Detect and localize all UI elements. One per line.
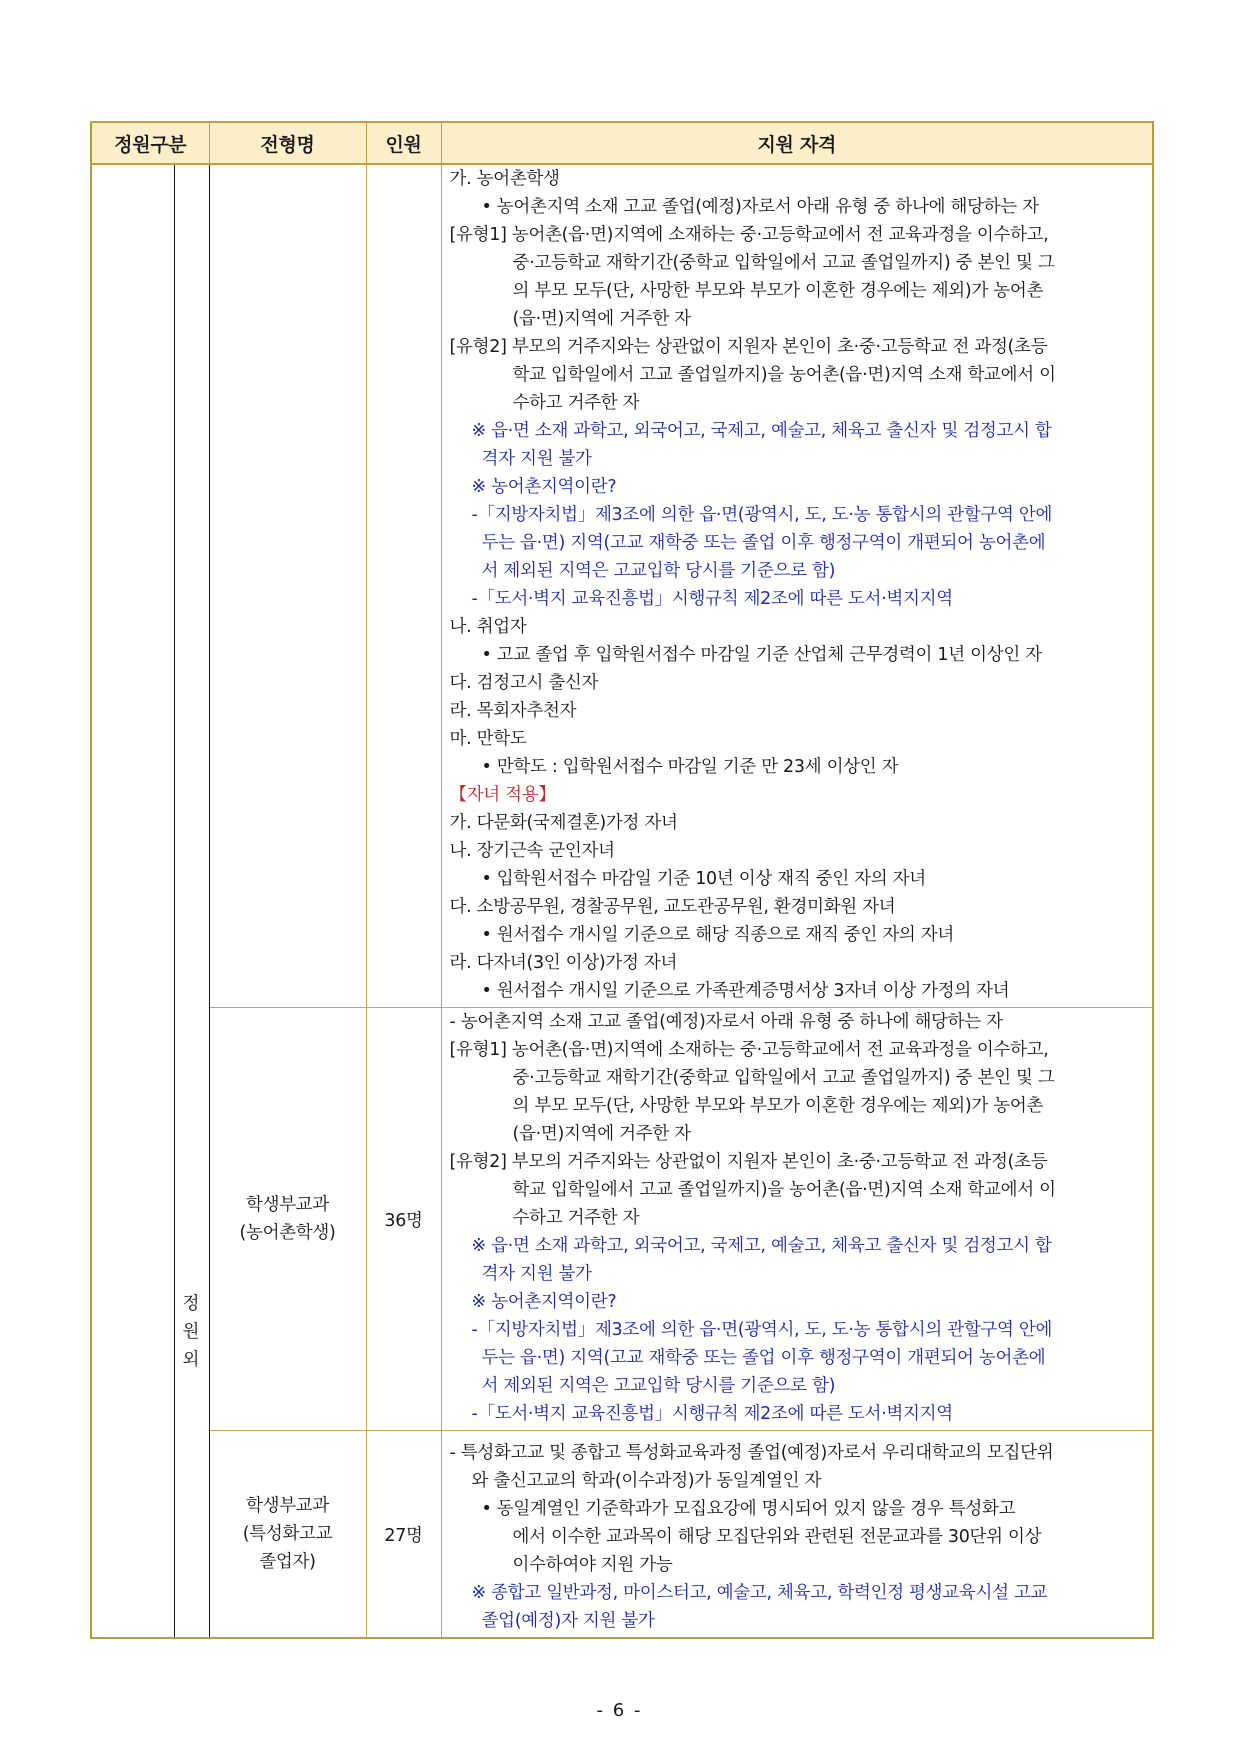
eligibility-line: 와 출신고교의 학과(이수과정)가 동일계열인 자 bbox=[471, 1471, 822, 1491]
table-row bbox=[91, 164, 1153, 1008]
eligibility-line: -「도서·벽지 교육진흥법」시행규칙 제2조에 따른 도서·벽지지역 bbox=[471, 589, 953, 609]
eligibility-line: 마. 만학도 bbox=[449, 729, 527, 749]
eligibility-line: 라. 목회자추천자 bbox=[449, 701, 577, 721]
admission-name-line: (농어촌학생) bbox=[239, 1223, 336, 1243]
eligibility-line: 라. 다자녀(3인 이상)가정 자녀 bbox=[449, 953, 678, 973]
admission-name-cell bbox=[209, 1008, 366, 1431]
eligibility-line: • 동일계열인 기준학과가 모집요강에 명시되어 있지 않을 경우 특성화고 bbox=[481, 1499, 1016, 1519]
table-header-row bbox=[91, 122, 1153, 164]
count-cell: 36명 bbox=[366, 1008, 441, 1431]
quota-label-vertical bbox=[173, 1290, 209, 1374]
admission-name-cell bbox=[209, 1431, 366, 1639]
eligibility-line: 의 부모 모두(단, 사망한 부모와 부모가 이혼한 경우에는 제외)가 농어촌 bbox=[512, 1096, 1044, 1116]
header-admission-type: 전형명 bbox=[209, 122, 366, 164]
eligibility-line: 서 제외된 지역은 고교입학 당시를 기준으로 함) bbox=[481, 1376, 836, 1396]
eligibility-line: [유형2] 부모의 거주지와는 상관없이 지원자 본인이 초·중·고등학교 전 과정(초등 bbox=[449, 1152, 1048, 1172]
admission-name-line: 학생부교과 bbox=[245, 1496, 330, 1516]
eligibility-line: • 입학원서접수 마감일 기준 10년 이상 재직 중인 자의 자녀 bbox=[481, 869, 926, 889]
eligibility-line: ※ 읍·면 소재 과학고, 외국어고, 국제고, 예술고, 체육고 출신자 및 검정고시 합 bbox=[471, 1236, 1052, 1256]
table-row bbox=[91, 1431, 1153, 1639]
eligibility-line: 다. 소방공무원, 경찰공무원, 교도관공무원, 환경미화원 자녀 bbox=[449, 897, 896, 917]
eligibility-line: • 고교 졸업 후 입학원서접수 마감일 기준 산업체 근무경력이 1년 이상인 자 bbox=[481, 645, 1042, 665]
eligibility-line: ※ 읍·면 소재 과학고, 외국어고, 국제고, 예술고, 체육고 출신자 및 검정고시 합 bbox=[471, 421, 1052, 441]
eligibility-line: 의 부모 모두(단, 사망한 부모와 부모가 이혼한 경우에는 제외)가 농어촌 bbox=[512, 281, 1044, 301]
count-cell: 27명 bbox=[366, 1431, 441, 1639]
table-row bbox=[91, 1008, 1153, 1431]
quota-label-char: 정 bbox=[182, 1294, 200, 1314]
eligibility-line: 이수하여야 지원 가능 bbox=[512, 1555, 673, 1575]
eligibility-line: - 특성화고교 및 종합고 특성화교육과정 졸업(예정)자로서 우리대학교의 모집단위 bbox=[449, 1443, 1054, 1463]
admission-name-line: 학생부교과 bbox=[245, 1195, 330, 1215]
page-number: - 6 - bbox=[596, 1700, 643, 1721]
eligibility-line: 나. 취업자 bbox=[449, 617, 527, 637]
eligibility-line: 서 제외된 지역은 고교입학 당시를 기준으로 함) bbox=[481, 561, 836, 581]
eligibility-line: 학교 입학일에서 고교 졸업일까지)을 농어촌(읍·면)지역 소재 학교에서 이 bbox=[512, 1180, 1056, 1200]
header-eligibility: 지원 자격 bbox=[441, 122, 1153, 164]
eligibility-line: 에서 이수한 교과목이 해당 모집단위와 관련된 전문교과를 30단위 이상 bbox=[512, 1527, 1042, 1547]
eligibility-line: 두는 읍·면) 지역(고교 재학중 또는 졸업 이후 행정구역이 개편되어 농어촌에 bbox=[481, 533, 1046, 553]
eligibility-line: (읍·면)지역에 거주한 자 bbox=[512, 309, 691, 329]
eligibility-line: ※ 농어촌지역이란? bbox=[471, 1292, 617, 1312]
quota-label-char: 외 bbox=[182, 1350, 200, 1370]
eligibility-line: 격자 지원 불가 bbox=[481, 1264, 592, 1284]
quota-label-char: 원 bbox=[182, 1322, 200, 1342]
count-cell bbox=[366, 164, 441, 1008]
header-quota-type: 정원구분 bbox=[91, 122, 209, 164]
eligibility-line: [유형1] 농어촌(읍·면)지역에 소재하는 중·고등학교에서 전 교육과정을 이수하고, bbox=[449, 1040, 1049, 1060]
eligibility-cell bbox=[441, 1431, 1153, 1639]
eligibility-line: ※ 농어촌지역이란? bbox=[471, 477, 617, 497]
eligibility-line: -「지방자치법」제3조에 의한 읍·면(광역시, 도, 도·농 통합시의 관할구역 안에 bbox=[471, 505, 1053, 525]
eligibility-line: • 농어촌지역 소재 고교 졸업(예정)자로서 아래 유형 중 하나에 해당하는 자 bbox=[481, 197, 1039, 217]
eligibility-line: 다. 검정고시 출신자 bbox=[449, 673, 599, 693]
eligibility-line: 【자녀 적용】 bbox=[449, 785, 556, 805]
eligibility-line: 중·고등학교 재학기간(중학교 입학일에서 고교 졸업일까지) 중 본인 및 그 bbox=[512, 1068, 1055, 1088]
eligibility-line: 수하고 거주한 자 bbox=[512, 393, 640, 413]
admission-name-line: (특성화고교 bbox=[242, 1524, 333, 1544]
eligibility-line: 가. 농어촌학생 bbox=[449, 169, 560, 189]
eligibility-line: -「지방자치법」제3조에 의한 읍·면(광역시, 도, 도·농 통합시의 관할구역 안에 bbox=[471, 1320, 1053, 1340]
eligibility-line: - 농어촌지역 소재 고교 졸업(예정)자로서 아래 유형 중 하나에 해당하는 자 bbox=[449, 1012, 1003, 1032]
eligibility-line: • 만학도 : 입학원서접수 마감일 기준 만 23세 이상인 자 bbox=[481, 757, 899, 777]
eligibility-line: -「도서·벽지 교육진흥법」시행규칙 제2조에 따른 도서·벽지지역 bbox=[471, 1404, 953, 1424]
quota-category-cell bbox=[91, 164, 174, 1638]
quota-subcategory-cell bbox=[174, 164, 209, 1638]
eligibility-line: 격자 지원 불가 bbox=[481, 449, 592, 469]
header-count: 인원 bbox=[366, 122, 441, 164]
eligibility-line: • 원서접수 개시일 기준으로 가족관계증명서상 3자녀 이상 가정의 자녀 bbox=[481, 981, 1010, 1001]
eligibility-line: [유형2] 부모의 거주지와는 상관없이 지원자 본인이 초·중·고등학교 전 과정(초등 bbox=[449, 337, 1048, 357]
eligibility-cell bbox=[441, 1008, 1153, 1431]
eligibility-line: 졸업(예정)자 지원 불가 bbox=[481, 1611, 655, 1631]
eligibility-cell bbox=[441, 164, 1153, 1008]
eligibility-line: 두는 읍·면) 지역(고교 재학중 또는 졸업 이후 행정구역이 개편되어 농어촌에 bbox=[481, 1348, 1046, 1368]
admission-name-line: 졸업자) bbox=[259, 1552, 316, 1572]
eligibility-line: 중·고등학교 재학기간(중학교 입학일에서 고교 졸업일까지) 중 본인 및 그 bbox=[512, 253, 1055, 273]
eligibility-line: [유형1] 농어촌(읍·면)지역에 소재하는 중·고등학교에서 전 교육과정을 이수하고, bbox=[449, 225, 1049, 245]
eligibility-line: (읍·면)지역에 거주한 자 bbox=[512, 1124, 691, 1144]
eligibility-line: • 원서접수 개시일 기준으로 해당 직종으로 재직 중인 자의 자녀 bbox=[481, 925, 955, 945]
eligibility-line: ※ 종합고 일반과정, 마이스터고, 예술고, 체육고, 학력인정 평생교육시설 고교 bbox=[471, 1583, 1048, 1603]
eligibility-line: 나. 장기근속 군인자녀 bbox=[449, 841, 615, 861]
eligibility-line: 학교 입학일에서 고교 졸업일까지)을 농어촌(읍·면)지역 소재 학교에서 이 bbox=[512, 365, 1056, 385]
eligibility-line: 수하고 거주한 자 bbox=[512, 1208, 640, 1228]
admission-eligibility-table bbox=[90, 121, 1154, 1639]
admission-name-cell bbox=[209, 164, 366, 1008]
eligibility-line: 가. 다문화(국제결혼)가정 자녀 bbox=[449, 813, 678, 833]
